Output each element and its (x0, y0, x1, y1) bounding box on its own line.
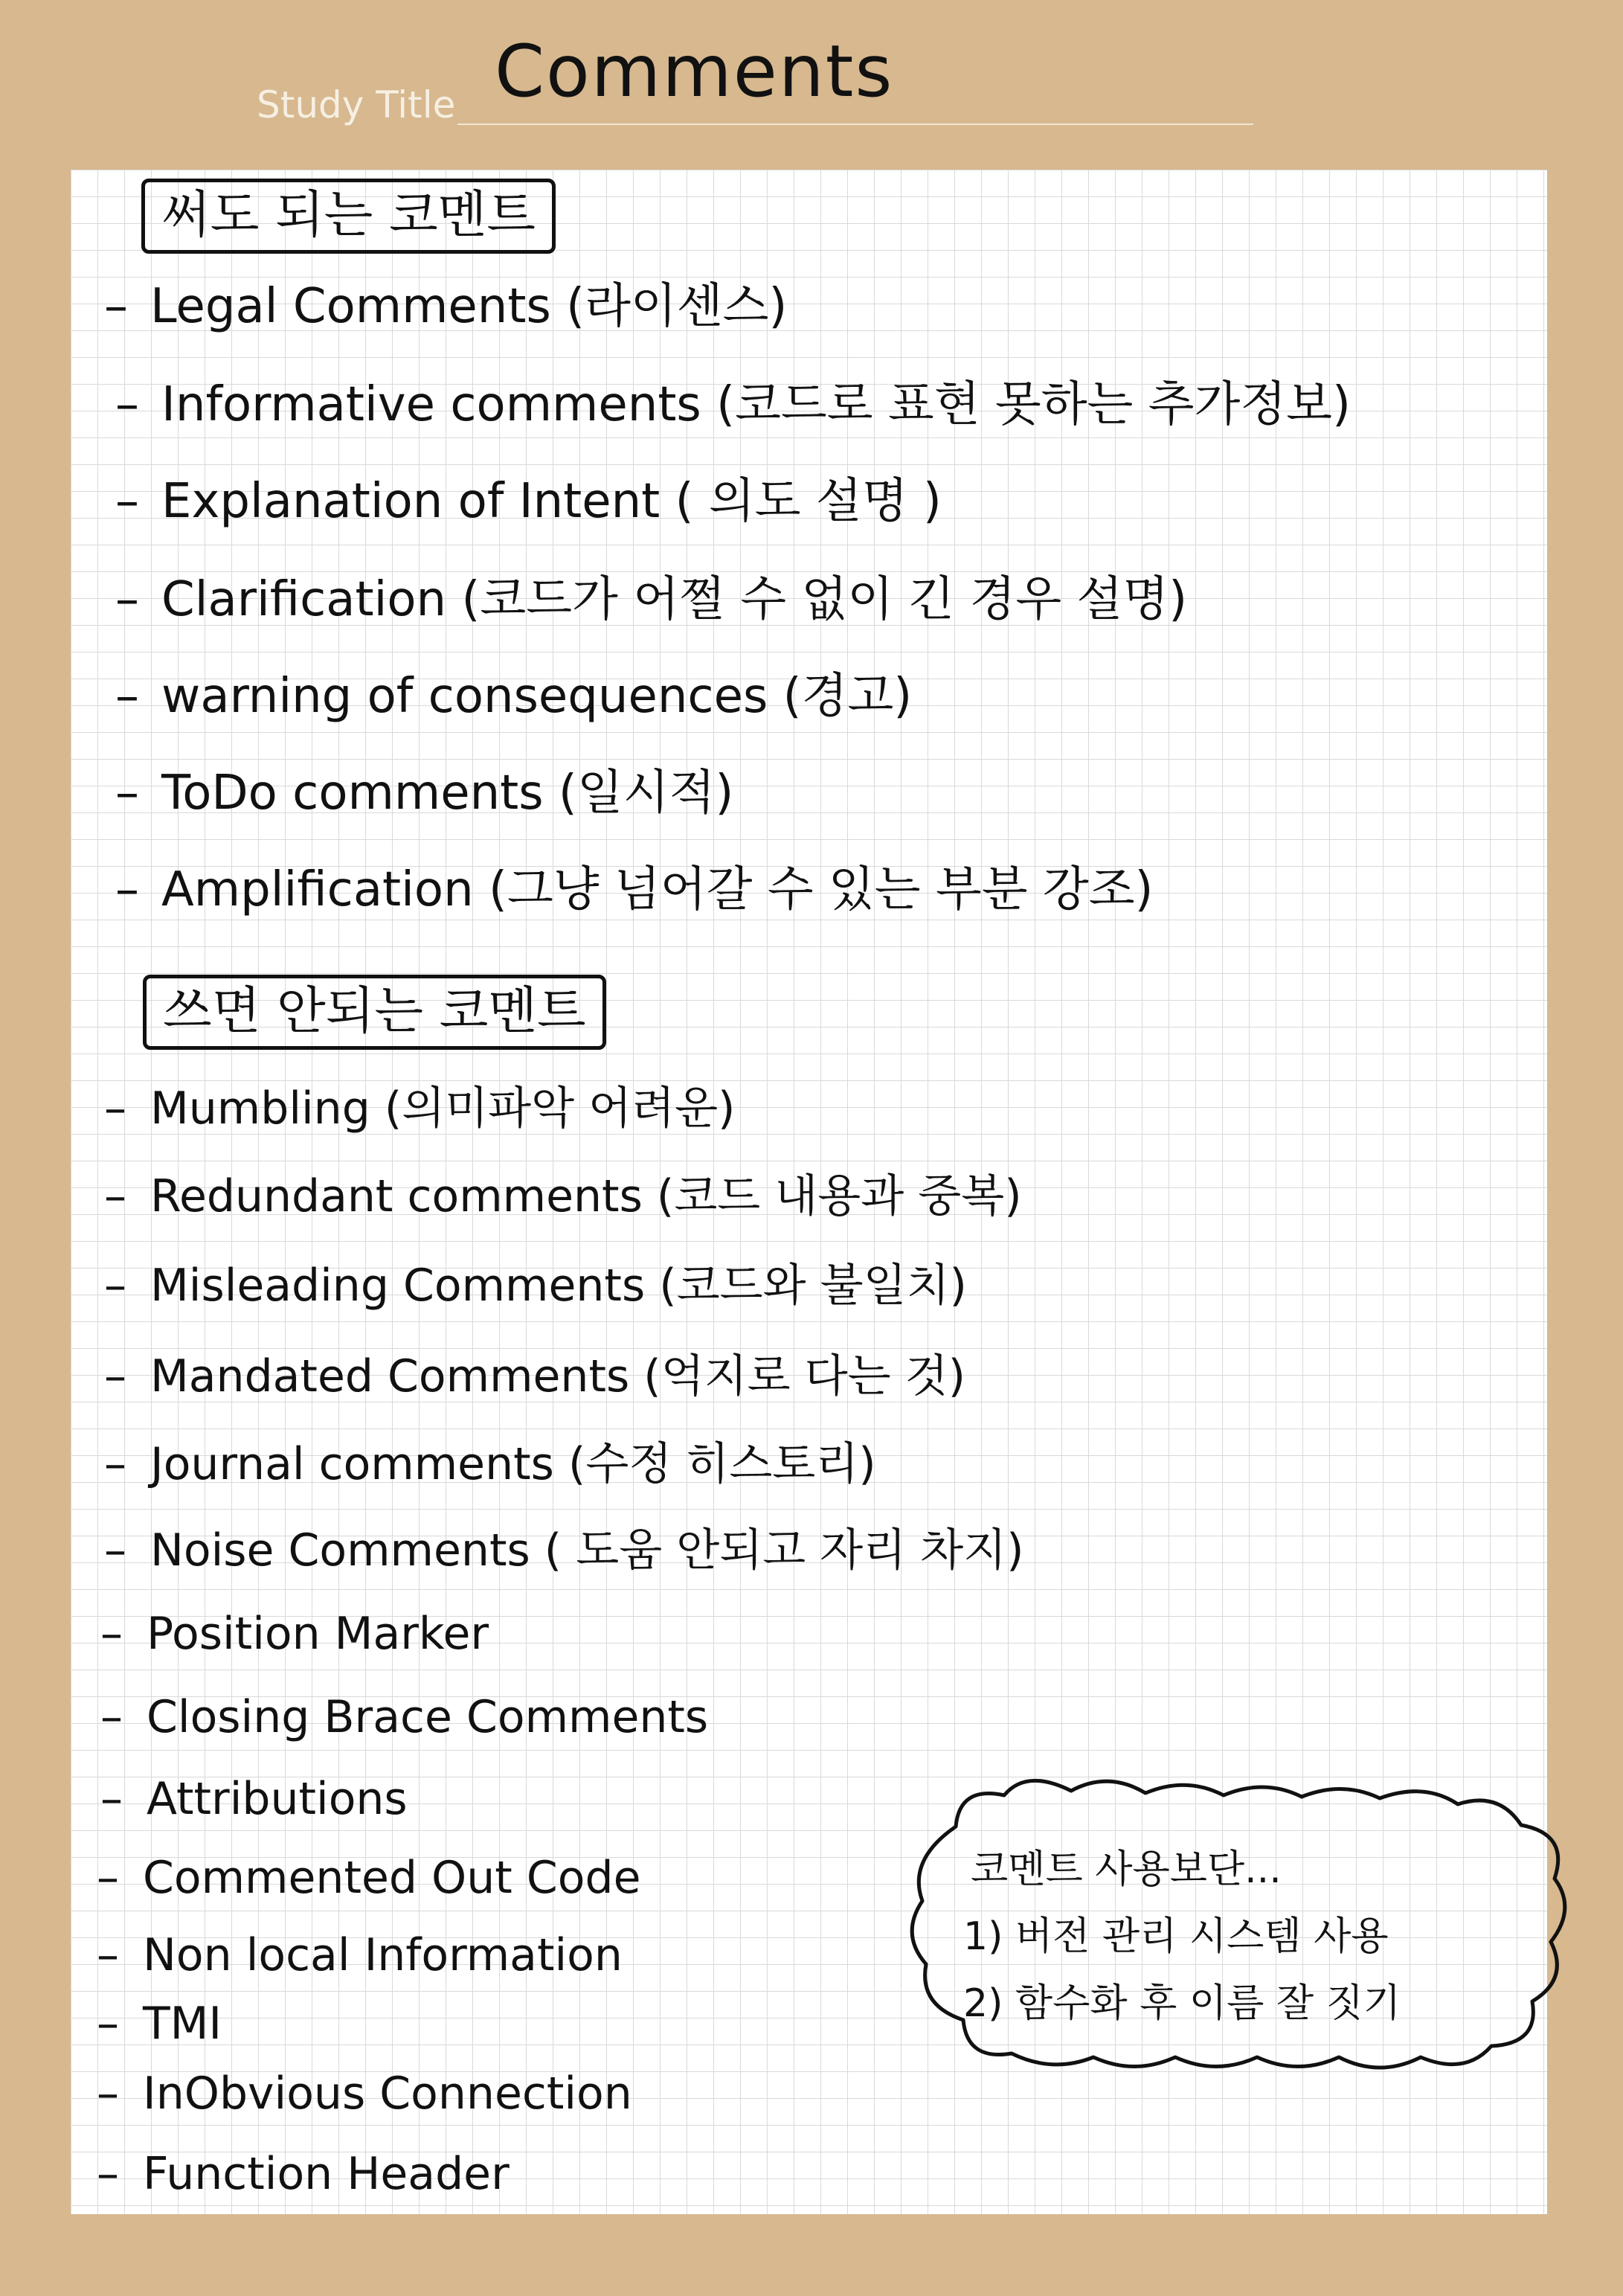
list-item: – Amplification (그냥 넘어갈 수 있는 부분 강조) (115, 862, 1154, 917)
cloud-note (904, 1774, 1581, 2079)
list-item: – warning of consequences (경고) (115, 669, 913, 724)
list-item: – Attributions (100, 1773, 408, 1825)
list-item: – InObvious Connection (97, 2068, 632, 2120)
list-item: – Misleading Comments (코드와 불일치) (104, 1260, 967, 1312)
list-item: – Redundant comments (코드 내용과 중복) (104, 1170, 1022, 1222)
study-title-value: Comments (495, 30, 894, 113)
note-line-2: 2) 함수화 후 이름 잘 짓기 (963, 1981, 1401, 2026)
list-item: – Mandated Comments (억지로 다는 것) (104, 1350, 966, 1402)
study-title-label: Study Title (257, 83, 456, 126)
list-item: – Clarification (코드가 어쩔 수 없이 긴 경우 설명) (115, 572, 1188, 627)
list-item: – Non local Information (97, 1929, 623, 1981)
note-line-1: 1) 버전 관리 시스템 사용 (963, 1914, 1389, 1959)
list-item: – Position Marker (100, 1608, 489, 1660)
list-item: – ToDo comments (일시적) (115, 766, 734, 821)
list-item: – Journal comments (수정 히스토리) (104, 1438, 876, 1490)
list-item: – Commented Out Code (97, 1852, 641, 1904)
list-item: – Informative comments (코드로 표현 못하는 추가정보) (115, 377, 1351, 432)
study-title-row (257, 30, 1261, 134)
list-item: – Explanation of Intent ( 의도 설명 ) (115, 474, 942, 529)
section-heading-forbidden: 쓰면 안되는 코멘트 (143, 975, 606, 1050)
list-item: – Legal Comments (라이센스) (104, 279, 788, 334)
title-underline (457, 124, 1253, 125)
list-item: – Mumbling (의미파악 어려운) (104, 1083, 736, 1135)
list-item: – Function Header (97, 2148, 510, 2200)
list-item: – TMI (97, 1998, 222, 2050)
list-item: – Noise Comments ( 도움 안되고 자리 차지) (104, 1524, 1024, 1577)
section-heading-allowed: 써도 되는 코멘트 (141, 179, 556, 254)
list-item: – Closing Brace Comments (100, 1691, 709, 1743)
note-line-heading: 코멘트 사용보단... (971, 1847, 1282, 1892)
